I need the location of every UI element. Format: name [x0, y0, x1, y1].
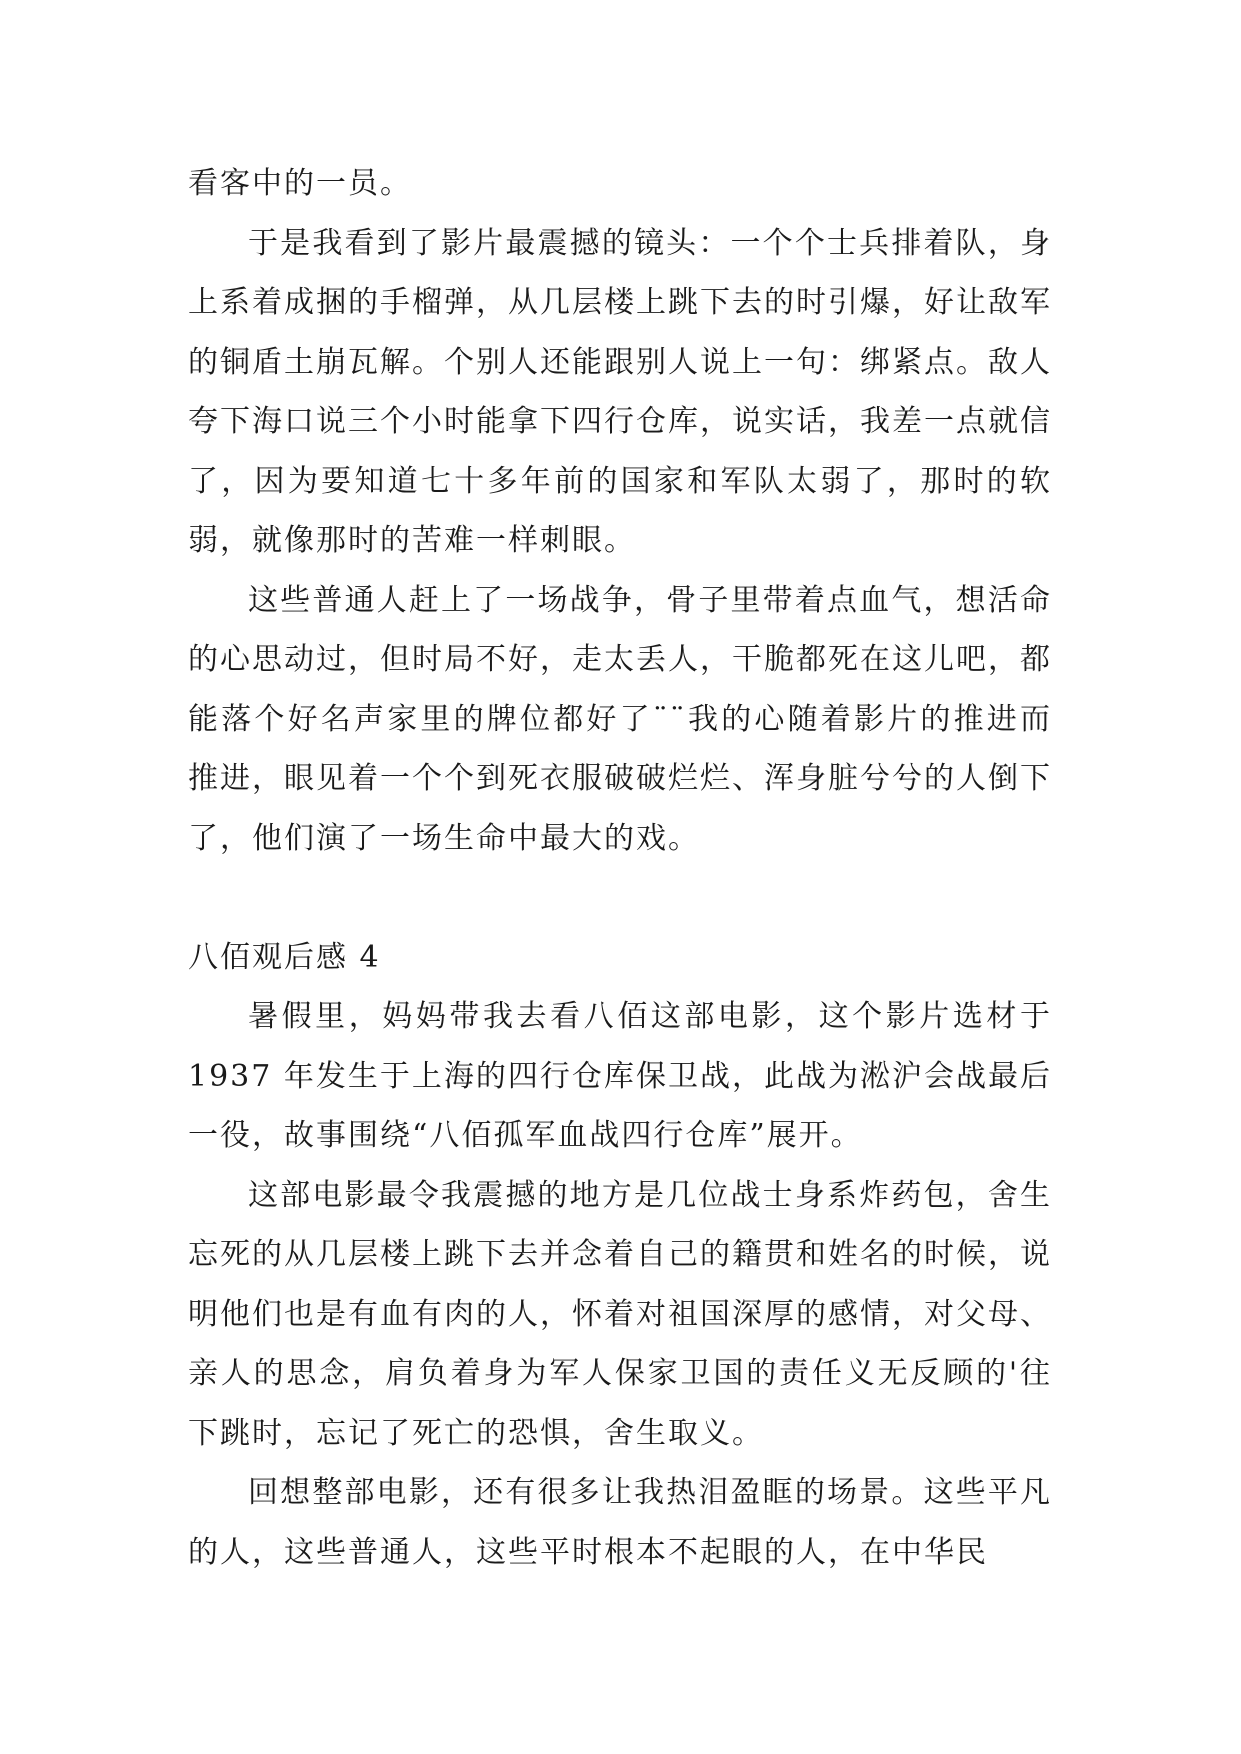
body-paragraph: 这部电影最令我震撼的地方是几位战士身系炸药包，舍生忘死的从几层楼上跳下去并念着自己的籍贯和姓名的时候，说明他们也是有血有肉的人，怀着对祖国深厚的感情，对父母、亲人的思念，肩负着身为军人保家卫国的责任义无反顾的'往下跳时，忘记了死亡的恐惧，舍生取义。 [188, 1177, 1052, 1451]
body-paragraph: 这些普通人赶上了一场战争，骨子里带着点血气，想活命的心思动过，但时局不好，走太丢人，干脆都死在这儿吧，都能落个好名声家里的牌位都好了¨¨我的心随着影片的推进而推进，眼见着一个个到死衣服破破烂烂、浑身脏兮兮的人倒下了，他们演了一场生命中最大的戏。 [188, 582, 1052, 856]
continuation-paragraph: 看客中的一员。 [188, 166, 412, 201]
section-heading: 八佰观后感 4 [188, 939, 381, 975]
body-paragraph: 暑假里，妈妈带我去看八佰这部电影，这个影片选材于1937 年发生于上海的四行仓库保卫战，此战为淞沪会战最后一役，故事围绕“八佰孤军血战四行仓库”展开。 [188, 999, 1052, 1153]
document-body [188, 154, 1052, 1582]
body-paragraph: 回想整部电影，还有很多让我热泪盈眶的场景。这些平凡的人，这些普通人，这些平时根本不起眼的人，在中华民 [188, 1475, 1052, 1570]
body-paragraph: 于是我看到了影片最震撼的镜头：一个个士兵排着队，身上系着成捆的手榴弹，从几层楼上跳下去的时引爆，好让敌军的铜盾土崩瓦解。个别人还能跟别人说上一句：绑紧点。敌人夸下海口说三个小时能拿下四行仓库，说实话，我差一点就信了，因为要知道七十多年前的国家和军队太弱了，那时的软弱，就像那时的苦难一样刺眼。 [188, 225, 1052, 558]
